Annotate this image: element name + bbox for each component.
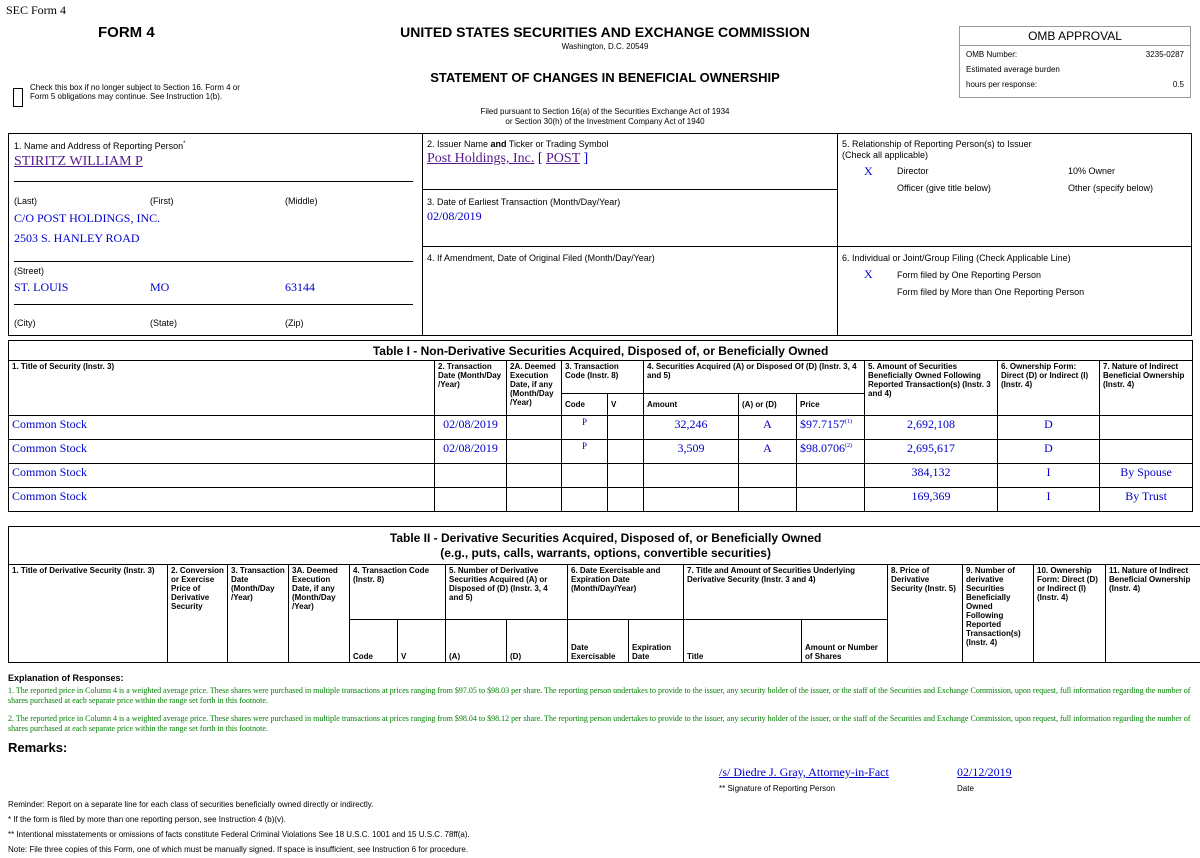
transaction-v [608,440,644,464]
t1-sub-v: V [608,394,644,416]
footnote-2: 2. The reported price in Column 4 is a weighted average price. These shares were purchased in multiple transactions at prices ranging from $98.04 to $98.12 per share. The reporting person undertakes to provide to the issuer, any security holder of the issuer, or the staff of the Securities and Exchange Commission, upon request, full information regarding the number of shares purchased at each separate price within the range set forth in this footnote. [8,714,1191,733]
omb-hours-label: hours per response: [966,80,1038,89]
amount: 3,509 [644,440,739,464]
sec-form-label: SEC Form 4 [6,3,67,17]
t2-h1: 1. Title of Derivative Security (Instr. 3) [9,565,168,663]
earliest-date-label: 3. Date of Earliest Transaction (Month/Day/Year) [427,197,621,207]
date-label: Date [957,784,974,793]
explanation-title: Explanation of Responses: [8,673,124,683]
omb-burden-label: Estimated average burden [966,65,1060,74]
t1-h3: 3. Transaction Code (Instr. 8) [562,361,644,394]
issuer-ticker-link[interactable]: POST [546,151,580,166]
transaction-v [608,464,644,488]
filing-more-label: Form filed by More than One Reporting Person [897,287,1085,297]
ownership-form: I [998,464,1100,488]
director-label: Director [897,166,929,176]
relationship-label: 5. Relationship of Reporting Person(s) to Issuer [842,139,1032,149]
signature-link[interactable]: /s/ Diedre J. Gray, Attorney-in-Fact [719,765,889,779]
statement-title: STATEMENT OF CHANGES IN BENEFICIAL OWNERSHIP [430,70,780,85]
transaction-date: 02/08/2019 [435,440,507,464]
amount [644,488,739,512]
transaction-code [562,488,608,512]
t1-h4: 4. Securities Acquired (A) or Disposed Of (D) (Instr. 3, 4 and 5) [644,361,865,394]
deemed-date [507,440,562,464]
ownership-form: D [998,440,1100,464]
owner10-label: 10% Owner [1068,166,1116,176]
transaction-date: 02/08/2019 [435,416,507,440]
signature-label: ** Signature of Reporting Person [719,784,836,793]
t2-h3: 3. Transaction Date (Month/Day /Year) [228,565,289,663]
omb-title: OMB APPROVAL [960,27,1190,46]
table-1 [8,340,1193,512]
filed-pursuant-line2: or Section 30(h) of the Investment Company Act of 1940 [505,117,705,126]
amount-owned: 169,369 [865,488,998,512]
table2-subtitle: (e.g., puts, calls, warrants, options, convertible securities) [440,545,771,560]
table2-title-line: Table II - Derivative Securities Acquired, Disposed of, or Beneficially Owned [389,530,822,545]
t1-h6: 6. Ownership Form: Direct (D) or Indirect (I) (Instr. 4) [998,361,1100,416]
deemed-date [507,416,562,440]
t2-h6: 6. Date Exercisable and Expiration Date (Month/Day/Year) [568,565,684,620]
price: $97.7157$^{(1)}$ [797,416,865,440]
t2-h11: 11. Nature of Indirect Beneficial Ownership (Instr. 4) [1106,565,1200,663]
price [797,488,865,512]
issuer-label: 2. Issuer Name and Ticker or Trading Symbol [427,139,609,149]
agency-city: Washington, D.C. 20549 [561,42,649,51]
reporting-person-name-link[interactable]: STIRITZ WILLIAM P [14,154,143,169]
t1-h2: 2. Transaction Date (Month/Day /Year) [435,361,507,416]
amount-owned: 2,695,617 [865,440,998,464]
reporting-person-label: 1. Name and Address of Reporting Person* [14,141,186,151]
omb-number-row [966,50,1184,59]
form-title: FORM 4 [98,24,155,41]
deemed-date [507,464,562,488]
omb-hours-value: 0.5 [1172,80,1184,89]
security-title: Common Stock [9,440,435,464]
deemed-date [507,488,562,512]
city-value: ST. LOUIS [14,280,69,294]
t2-h3a: 3A. Deemed Execution Date, if any (Month/Day /Year) [289,565,350,663]
t2-h8: 8. Price of Derivative Security (Instr. 5) [888,565,963,663]
issuer-row: Post Holdings, Inc. [ POST ] [427,151,589,166]
remarks-title: Remarks: [8,740,68,755]
t2-sub-exercisable: Date Exercisable [568,620,629,663]
transaction-date [435,464,507,488]
t2-h2: 2. Conversion or Exercise Price of Derivative Security [168,565,228,663]
amount-owned: 2,692,108 [865,416,998,440]
t1-h1: 1. Title of Security (Instr. 3) [9,361,435,416]
transaction-v [608,416,644,440]
price [797,464,865,488]
amount: 32,246 [644,416,739,440]
footnote-1: 1. The reported price in Column 4 is a weighted average price. These shares were purchased in multiple transactions at prices ranging from $97.05 to $98.03 per share. The reporting person undertakes to provide to the issuer, any security holder of the issuer, or the staff of the Securities and Exchange Commission, upon request, full information regarding the number of shares purchased at each separate price within the range set forth in this footnote. [8,686,1191,705]
middle-label: (Middle) [285,196,318,206]
street-label: (Street) [14,266,45,276]
t2-sub-code: Code [350,620,398,663]
transaction-code: P [562,416,608,440]
t1-sub-price: Price [797,394,865,416]
transaction-date [435,488,507,512]
t1-sub-aord: (A) or (D) [739,394,797,416]
t2-h5: 5. Number of Derivative Securities Acquired (A) or Disposed of (D) (Instr. 3, 4 and 5) [446,565,568,620]
price: $98.0706$^{(2)}$ [797,440,865,464]
transaction-code: P [562,440,608,464]
officer-label: Officer (give title below) [897,183,991,193]
reporting-info-section [8,133,1192,336]
filed-pursuant-line1: Filed pursuant to Section 16(a) of the Securities Exchange Act of 1934 [480,107,730,116]
zip-label: (Zip) [285,318,304,328]
ownership-nature [1100,416,1193,440]
t2-sub-amount: Amount or Number of Shares [802,620,888,663]
t2-sub-a: (A) [446,620,507,663]
ownership-nature [1100,440,1193,464]
security-title: Common Stock [9,488,435,512]
table-row [9,440,1193,464]
transaction-code [562,464,608,488]
note-3: Note: File three copies of this Form, one of which must be manually signed. If space is insufficient, see Instruction 6 for procedure. [8,845,469,854]
first-label: (First) [150,196,174,206]
t2-h10: 10. Ownership Form: Direct (D) or Indirect (I) (Instr. 4) [1034,565,1106,663]
amount-owned: 384,132 [865,464,998,488]
agency-name: UNITED STATES SECURITIES AND EXCHANGE COMMISSION [400,24,810,40]
table-row [9,464,1193,488]
table1-title: Table I - Non-Derivative Securities Acquired, Disposed of, or Beneficially Owned [9,341,1193,361]
ownership-nature: By Trust [1100,488,1193,512]
amendment-label: 4. If Amendment, Date of Original Filed (Month/Day/Year) [427,253,655,263]
table-row [9,488,1193,512]
state-value: MO [150,280,170,294]
table2-title [9,527,1200,565]
filing-one-label: Form filed by One Reporting Person [897,270,1042,280]
earliest-date-value: 02/08/2019 [427,209,482,223]
t1-h2a: 2A. Deemed Execution Date, if any (Month/Day /Year) [507,361,562,416]
t2-sub-title: Title [684,620,802,663]
section16-checkbox-label: Check this box if no longer subject to Section 16. Form 4 or Form 5 obligations may continue. See Instruction 1(b). [30,83,240,101]
omb-number-value: 3235-0287 [1145,50,1184,59]
section16-checkbox[interactable] [13,88,23,107]
t2-sub-v: V [398,620,446,663]
filing-label: 6. Individual or Joint/Group Filing (Check Applicable Line) [842,253,1071,263]
t1-sub-code: Code [562,394,608,416]
other-label: Other (specify below) [1068,183,1154,193]
security-title: Common Stock [9,464,435,488]
acquired-disposed [739,488,797,512]
zip-value: 63144 [285,280,315,294]
relationship-sub: (Check all applicable) [842,150,929,160]
address-line2: 2503 S. HANLEY ROAD [14,231,140,245]
ownership-nature: By Spouse [1100,464,1193,488]
t2-h9: 9. Number of derivative Securities Beneficially Owned Following Reported Transaction(s) (Instr. 4) [963,565,1034,663]
t2-sub-d: (D) [507,620,568,663]
t1-sub-amount: Amount [644,394,739,416]
t2-h4: 4. Transaction Code (Instr. 8) [350,565,446,620]
omb-hours-row [966,80,1184,89]
ownership-form: D [998,416,1100,440]
acquired-disposed: A [739,440,797,464]
director-mark: X [864,164,873,178]
note-1: * If the form is filed by more than one reporting person, see Instruction 4 (b)(v). [8,815,286,824]
t2-h7: 7. Title and Amount of Securities Underlying Derivative Security (Instr. 3 and 4) [684,565,888,620]
ownership-form: I [998,488,1100,512]
state-label: (State) [150,318,178,328]
city-label: (City) [14,318,36,328]
table-2 [8,526,1200,663]
acquired-disposed: A [739,416,797,440]
table-row [9,416,1193,440]
t2-sub-expiration: Expiration Date [629,620,684,663]
address-line1: C/O POST HOLDINGS, INC. [14,211,161,225]
transaction-v [608,488,644,512]
filing-one-mark: X [864,267,873,281]
omb-number-label: OMB Number: [966,50,1018,59]
omb-approval-box [959,26,1191,98]
security-title: Common Stock [9,416,435,440]
last-label: (Last) [14,196,38,206]
reminder-note: Reminder: Report on a separate line for each class of securities beneficially owned directly or indirectly. [8,800,374,809]
amount [644,464,739,488]
signature-date-link[interactable]: 02/12/2019 [957,765,1012,779]
note-2: ** Intentional misstatements or omissions of facts constitute Federal Criminal Violations See 18 U.S.C. 1001 and 15 U.S.C. 78ff(a). [8,830,470,839]
t1-h7: 7. Nature of Indirect Beneficial Ownership (Instr. 4) [1100,361,1193,416]
t1-h5: 5. Amount of Securities Beneficially Owned Following Reported Transaction(s) (Instr. 3 and 4) [865,361,998,416]
acquired-disposed [739,464,797,488]
issuer-name-link[interactable]: Post Holdings, Inc. [427,151,535,166]
